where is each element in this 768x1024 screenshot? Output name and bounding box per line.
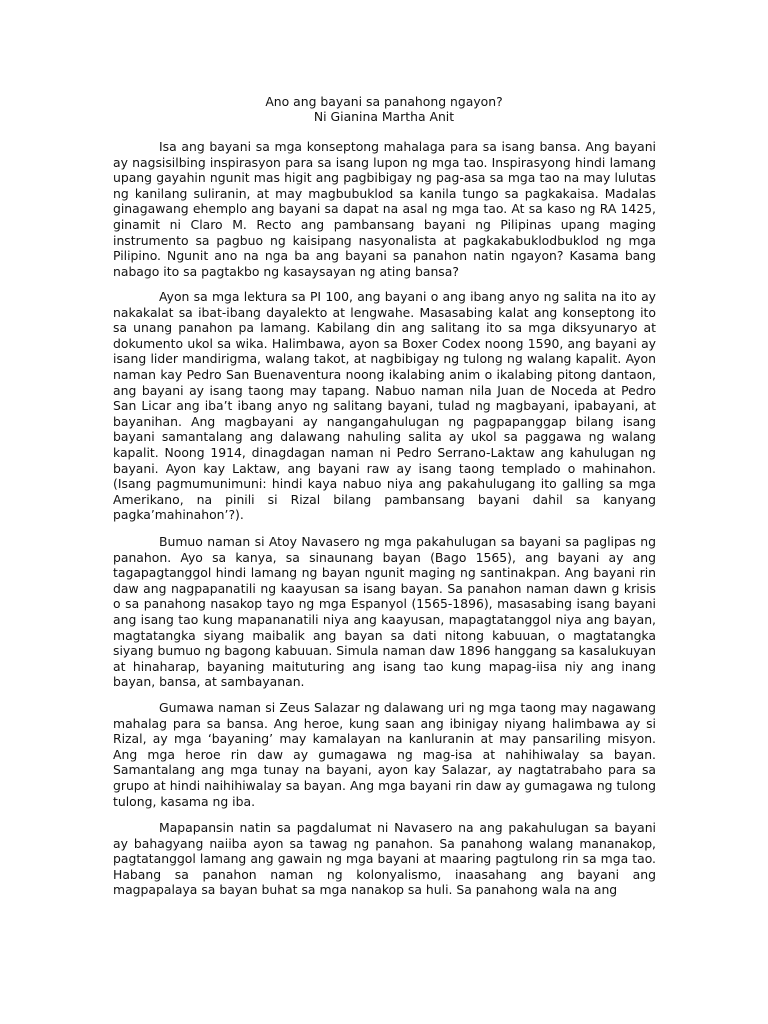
- paragraph-4: Gumawa naman si Zeus Salazar ng dalawang uri ng mga taong may nagawang mahalag para sa bansa. Ang heroe, kung saan ang ibinigay niyang halimbawa ay si Rizal, ay mga ‘bayaning’ may kamalayan na kanluranin at may pansariling misyon. Ang mga heroe rin daw ay gumagawa ng mag-isa at nahihiwalay sa bayan. Samantalang ang mga tunay na bayani, ayon kay Salazar, ay nagtatrabaho para sa grupo at hindi naihihiwalay sa bayan. Ang mga bayani rin daw ay gumagawa ng tulong tulong, kasama ng iba.: [113, 700, 656, 809]
- document-title: Ano ang bayani sa panahong ngayon?: [265, 94, 503, 109]
- paragraph-2: Ayon sa mga lektura sa PI 100, ang bayani o ang ibang anyo ng salita na ito ay nakakalat sa ibat-ibang dayalekto at lengwahe. Masasabing kalat ang konseptong ito sa unang panahon pa lamang. Kabilang din ang salitang ito sa mga diksyunaryo at dokumento ukol sa wika. Halimbawa, ayon sa Boxer Codex noong 1590, ang bayani ay isang lider mandirigma, walang takot, at nagbibigay ng tulong ng walang kapalit. Ayon naman kay Pedro San Buenaventura noong ikalabing anim o ikalabing pitong dantaon, ang bayani ay isang taong may tapang. Nabuo naman nila Juan de Noceda at Pedro San Licar ang iba’t ibang anyo ng salitang bayani, tulad ng magbayani, ipabayani, at bayanihan. Ang magbayani ay nangangahulugan ng pagpapanggap bilang isang bayani samantalang ang dalawang nahuling salita ay ukol sa paggawa ng walang kapalit. Noong 1914, dinagdagan naman ni Pedro Serrano-Laktaw ang kahulugan ng bayani. Ayon kay Laktaw, ang bayani raw ay isang taong templado o mahinahon. (Isang pagmumunimuni: hindi kaya nabuo niya ang pakahulugang ito galling sa mga Amerikano, na pinili si Rizal bilang pambansang bayani dahil sa kanyang pagka’mahinahon’?).: [113, 289, 656, 523]
- paragraph-1: Isa ang bayani sa mga konseptong mahalaga para sa isang bansa. Ang bayani ay nagsisilbing inspirasyon para sa isang lupon ng mga tao. Inspirasyong hindi lamang upang gayahin ngunit mas higit ang pagbibigay ng pag-asa sa mga tao na may lulutas ng kanilang suliranin, at may magbubuklod sa kanila tungo sa pagkakaisa. Madalas ginagawang ehemplo ang bayani sa dapat na asal ng mga tao. At sa kaso ng RA 1425, ginamit ni Claro M. Recto ang pambansang bayani ng Pilipinas upang maging instrumento sa pagbuo ng kaisipang nasyonalista at pagkakabuklodbuklod ng mga Pilipino. Ngunit ano na nga ba ang bayani sa panahon natin ngayon? Kasama bang nabago ito sa pagtakbo ng kasaysayan ng ating bansa?: [113, 139, 656, 279]
- document-author: Ni Gianina Martha Anit: [313, 109, 455, 124]
- paragraph-5: Mapapansin natin sa pagdalumat ni Navasero na ang pakahulugan sa bayani ay bahagyang naiiba ayon sa tawag ng panahon. Sa panahong walang mananakop, pagtatanggol lamang ang gawain ng mga bayani at maaring pagtulong rin sa mga tao. Habang sa panahon naman ng kolonyalismo, inaasahang ang bayani ang magpapalaya sa bayan buhat sa mga nanakop sa huli. Sa panahong wala na ang: [113, 820, 656, 898]
- paragraph-3: Bumuo naman si Atoy Navasero ng mga pakahulugan sa bayani sa paglipas ng panahon. Ayo sa kanya, sa sinaunang bayan (Bago 1565), ang bayani ay ang tagapagtanggol hindi lamang ng bayan ngunit maging ng santinakpan. Ang bayani rin daw ang nagpapanatili ng kaayusan sa isang bayan. Sa panahon naman dawn g krisis o sa panahong nasakop tayo ng mga Espanyol (1565-1896), masasabing isang bayani ang isang tao kung mapananatili niya ang kaayusan, mapagtatanggol niya ang bayan, magtatangka siyang maibalik ang bayan sa dati nitong kabuuan, o magtatangka siyang bumuo ng bagong kabuuan. Simula naman daw 1896 hanggang sa kasalukuyan at hinaharap, bayaning maituturing ang isang tao kung mapag-iisa niy ang inang bayan, bansa, at sambayanan.: [113, 534, 656, 690]
